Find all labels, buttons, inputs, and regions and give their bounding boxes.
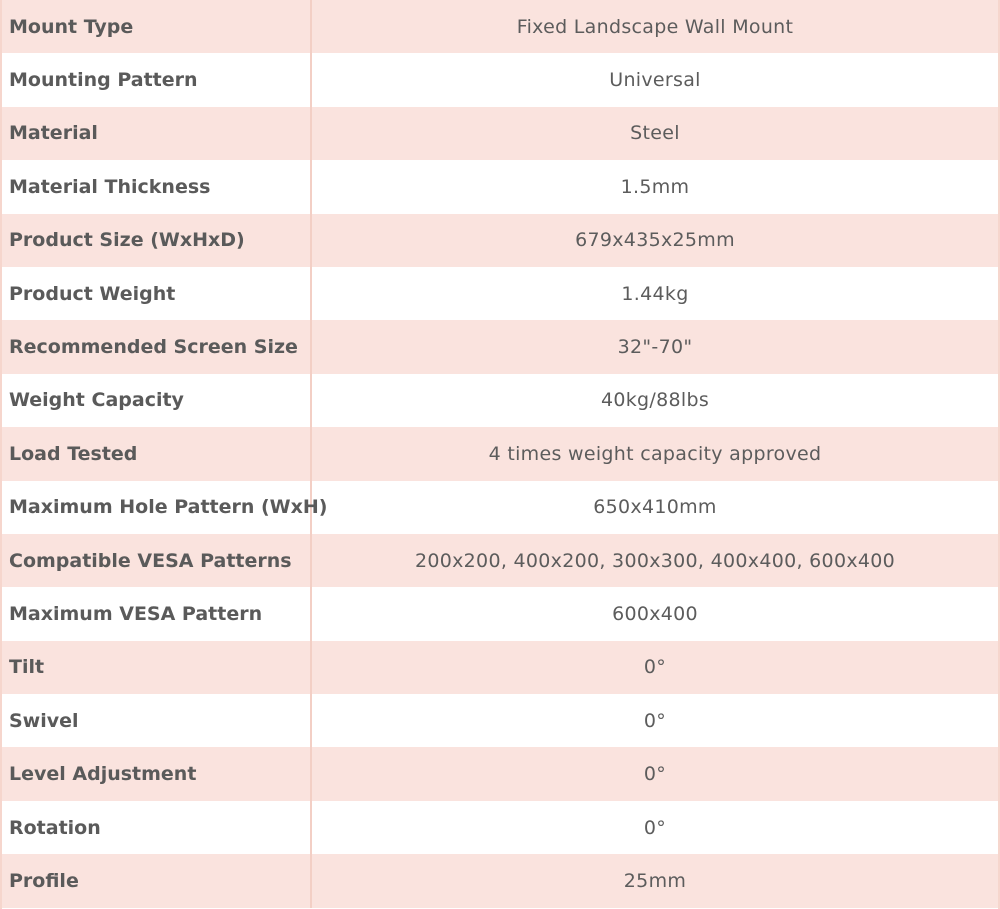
spec-label: Swivel: [2, 694, 312, 747]
spec-value: Fixed Landscape Wall Mount: [516, 15, 794, 38]
spec-value: Universal: [609, 69, 701, 92]
spec-value: Steel: [630, 122, 680, 145]
spec-label: Compatible VESA Patterns: [2, 534, 312, 587]
spec-label: Product Size (WxHxD): [2, 214, 312, 267]
spec-row-mounting-pattern: [2, 53, 998, 106]
spec-value: 1.44kg: [621, 282, 689, 305]
spec-row-weight-capacity: [2, 374, 998, 427]
spec-label: Profile: [2, 854, 312, 907]
spec-row-compatible-vesa-patterns: [2, 534, 998, 587]
spec-value: 0°: [643, 763, 667, 786]
spec-value: 650x410mm: [593, 496, 717, 519]
spec-label: Product Weight: [2, 267, 312, 320]
spec-value: 0°: [643, 656, 667, 679]
spec-label: Level Adjustment: [2, 747, 312, 800]
spec-row-material-thickness: [2, 160, 998, 213]
spec-label: Mounting Pattern: [2, 53, 312, 106]
spec-row-level-adjustment: [2, 747, 998, 800]
spec-label: Material: [2, 107, 312, 160]
spec-value: 4 times weight capacity approved: [488, 442, 822, 465]
spec-label: Load Tested: [2, 427, 312, 480]
spec-label: Tilt: [2, 641, 312, 694]
spec-row-mount-type: [2, 0, 998, 53]
spec-row-tilt: [2, 641, 998, 694]
spec-row-maximum-vesa-pattern: [2, 587, 998, 640]
spec-row-swivel: [2, 694, 998, 747]
spec-row-load-tested: [2, 427, 998, 480]
spec-value: 200x200, 400x200, 300x300, 400x400, 600x400: [414, 549, 896, 572]
spec-value: 600x400: [612, 602, 698, 625]
spec-value: 0°: [643, 816, 667, 839]
spec-label: Mount Type: [2, 0, 312, 53]
spec-label: Rotation: [2, 801, 312, 854]
spec-value: 0°: [643, 709, 667, 732]
spec-row-rotation: [2, 801, 998, 854]
spec-row-material: [2, 107, 998, 160]
spec-label: Maximum Hole Pattern (WxH): [2, 481, 312, 534]
spec-value: 679x435x25mm: [575, 229, 735, 252]
spec-row-profile: [2, 854, 998, 907]
spec-label: Weight Capacity: [2, 374, 312, 427]
spec-row-product-size: [2, 214, 998, 267]
spec-label: Maximum VESA Pattern: [2, 587, 312, 640]
spec-value: 40kg/88lbs: [600, 389, 710, 412]
spec-value: 32"-70": [617, 336, 693, 359]
spec-label: Recommended Screen Size: [2, 320, 312, 373]
spec-value: 25mm: [623, 869, 687, 892]
spec-row-maximum-hole-pattern: [2, 481, 998, 534]
spec-value: 1.5mm: [620, 175, 690, 198]
spec-row-recommended-screen-size: [2, 320, 998, 373]
spec-label: Material Thickness: [2, 160, 312, 213]
spec-row-product-weight: [2, 267, 998, 320]
